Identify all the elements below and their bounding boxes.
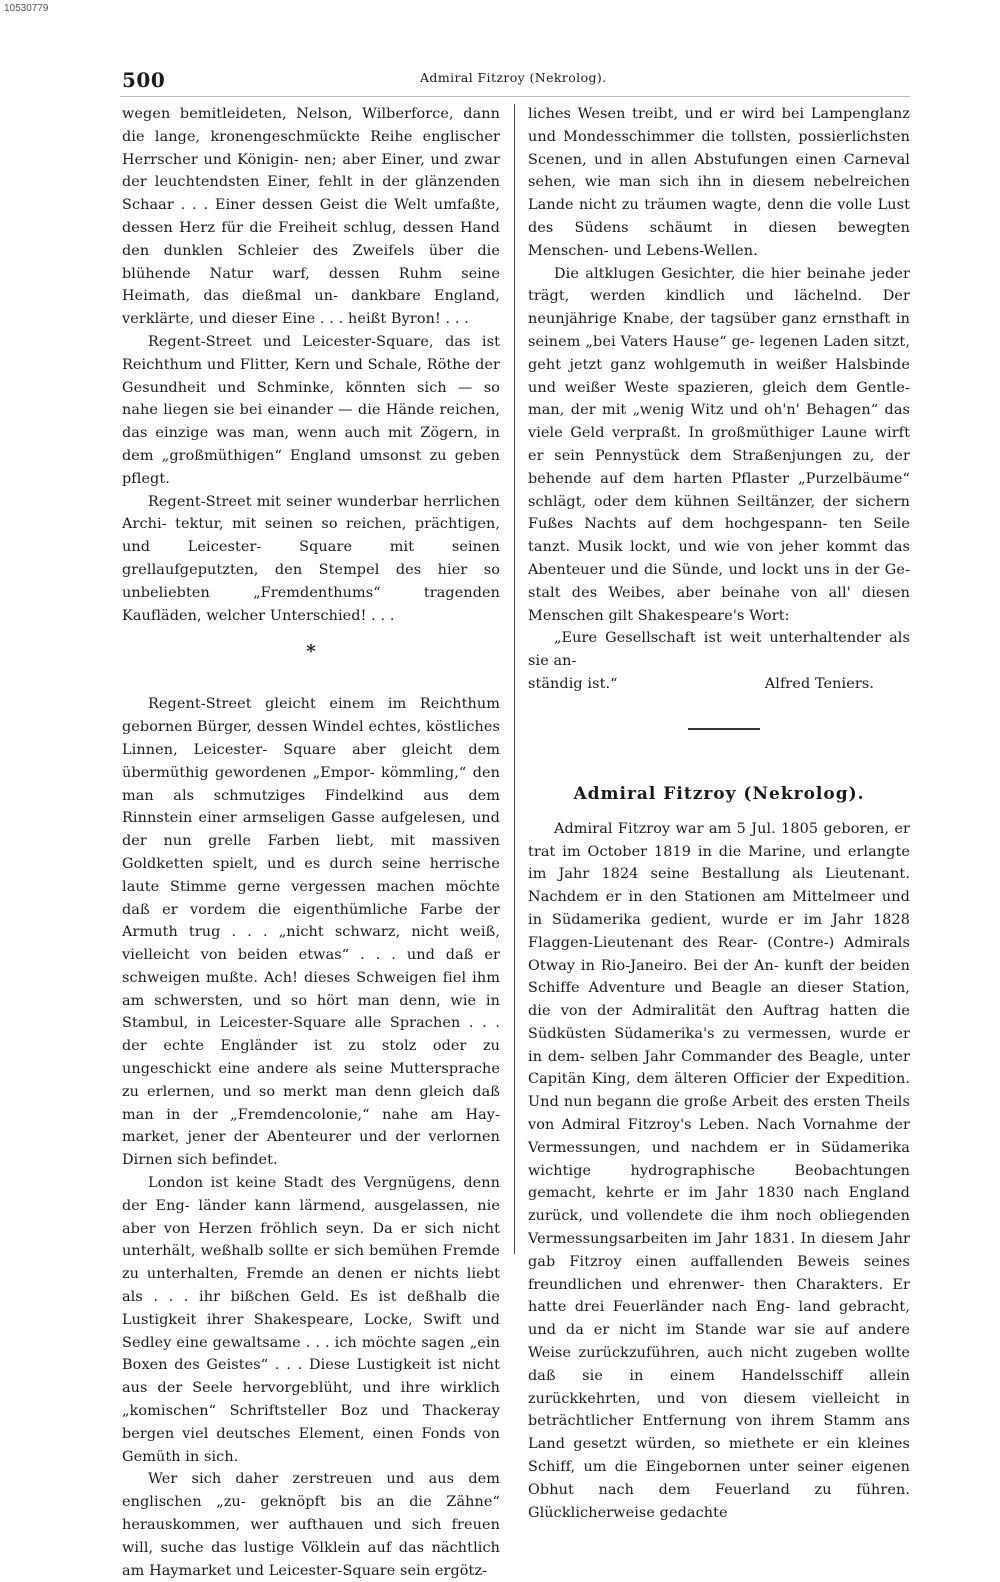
article-title: Admiral Fitzroy (Nekrolog). (573, 783, 865, 804)
left-column (122, 103, 500, 1582)
right-paragraph-2: Die altklugen Gesichter, die hier beinahe jeder trägt, werden kindlich und lächelnd. Der neunjährige Knabe, der tagsüber ganz ernsthaft in seinem „bei Vaters Hause“ ge‐ legenen Laden sitzt, geht jetzt ganz wohlgemuth in weißer Halsbinde und weißer Weste spazieren, gleich dem Gentle‐ man, der mit „wenig Witz und oh'n' Behagen“ das viele Geld verpraßt. In großmüthiger Laune wirft er sein Pennystück dem Straßenjungen zu, der behende auf dem harten Pflaster „Purzelbäume“ schlägt, oder dem kühnen Seiltänzer, der sichern Fußes Nachts auf dem hochgespann‐ ten Seile tanzt. Musik lockt, und wie von jeher kommt das Abenteuer und die Sünde, und lockt uns in der Ge‐ stalt des Weibes, aber beinahe von all' diesen Menschen gilt Shakespeare's Wort: (528, 265, 910, 624)
left-paragraph-6: Wer sich daher zerstreuen und aus dem englischen „zu‐ geknöpft bis an die Zähne“ herauskommen, wer aufthauen und sich freuen will, suche das lustige Völklein auf das nächtlich am Haymarket und Leicester‐Square sein ergötz‐ (122, 1471, 500, 1579)
article-end-divider (528, 696, 910, 762)
left-paragraph-1: wegen bemitleideten, Nelson, Wilberforce, dann die lange, kronengeschmückte Reihe englischer Herrscher und Königin‐ nen; aber Einer, und zwar der leuchtendsten Einer, fehlt in der glänzenden Schaar . . . Einer dessen Geist die Welt umfaßte, dessen Herz für die Freiheit schlug, dessen Hand den dunklen Schleier des Zweifels über die blühende Natur warf, dessen Ruhm seine Heimath, das dießmal un‐ dankbare England, verklärte, und dieser Eine . . . heißt Byron! . . . (122, 106, 500, 328)
right-column (528, 103, 910, 1524)
author-signature: Alfred Teniers. (764, 675, 874, 692)
section-separator-star: * (306, 641, 316, 663)
running-head: Admiral Fitzroy (Nekrolog). (420, 70, 607, 85)
quote-end: ständig ist.“ (528, 675, 618, 692)
quote-signature-row (528, 673, 910, 696)
left-paragraph-4: Regent‐Street gleicht einem im Reichthum gebornen Bürger, dessen Windel echtes, köstliches Linnen, Leicester‐ Square aber gleicht dem übermüthig gewordenen „Empor‐ kömmling,“ den man als schmutziges Findelkind aus dem Rinnstein einer armseligen Gasse aufgelesen, und der nun grelle Farben liebt, mit massiven Goldketten spielt, und es durch seine herrische laute Stimme gerne vergessen machen möchte daß er vordem die eigenthümliche Farbe der Armuth trug . . . „nicht schwarz, nicht weiß, vielleicht von beiden etwas“ . . . und daß er schweigen mußte. Ach! dieses Schweigen fiel ihm am schwersten, und so hört man denn, wie in Stambul, in Leicester‐Square alle Sprachen . . . der echte Engländer ist zu stolz oder zu ungeschickt eine andere als seine Muttersprache zu erlernen, und so merkt man denn gleich daß man in der „Fremdencolonie,“ nahe am Hay‐ market, jener der Abenteurer und der verlornen Dirnen sich befindet. (122, 696, 500, 1169)
section-break (122, 671, 500, 693)
right-paragraph-3: Admiral Fitzroy war am 5 Jul. 1805 geboren, er trat im October 1819 in die Marine, und erlangte im Jahr 1824 seine Bestallung als Lieutenant. Nachdem er in den Stationen am Mittelmeer und in Südamerika gedient, wurde er im Jahr 1828 Flaggen‐Lieutenant des Rear‐ (Contre‐) Admirals Otway in Rio‐Janeiro. Bei der An‐ kunft der beiden Schiffe Adventure und Beagle an dieser Station, die von der Admiralität den Auftrag hatten die Südküsten Südamerika's zu vermessen, wurde er in dem‐ selben Jahr Commander des Beagle, unter Capitän King, dem älteren Officier der Expedition. Und nun begann die große Arbeit des ersten Theils von Admiral Fitzroy's Leben. Nach Vornahme der Vermessungen, und nachdem er in Südamerika wichtige hydrographische Beobachtungen gemacht, kehrte er im Jahr 1830 nach England zurück, und vollendete die ihm noch obliegenden Vermessungsarbeiten im Jahr 1831. In diesem Jahr gab Fitzroy einen auffallenden Beweis seines freundlichen und ehrenwer‐ then Charakters. Er hatte drei Feuerländer nach Eng‐ land gebracht, und da er nicht im Stande war sie auf andere Weise zurückzuführen, auch nicht zugeben wollte daß sie in einem Handelsschiff allein zurückkehrten, und von diesem vielleicht in beträchtlicher Entfernung von ihrem Stamm ans Land gesetzt würden, so miethete er ein kleines Schiff, um die Eingebornen unter seiner eigenen Obhut nach dem Feuerland zu führen. Glücklicherweise gedachte (528, 820, 910, 1521)
right-paragraph-1: liches Wesen treibt, und er wird bei Lampenglanz und Mondesschimmer die tollsten, possierlichsten Scenen, und in allen Abstufungen einen Carneval sehen, wie man sich ihn in diesem nebelreichen Lande nicht zu träumen wagte, denn die volle Lust des Südens schäumt in diesen bewegten Menschen‐ und Lebens‐Wellen. (528, 106, 910, 259)
left-paragraph-5: London ist keine Stadt des Vergnügens, denn der Eng‐ länder kann lärmend, ausgelassen, nie aber von Herzen fröhlich seyn. Da er sich nicht unterhält, weßhalb sollte er sich bemühen Fremde zu unterhalten, Fremde an denen er nichts liebt als . . . ihr bißchen Geld. Es ist deßhalb die Lustigkeit ihrer Shakespeare, Locke, Swift und Sedley eine gewaltsame . . . ich möchte sagen „ein Boxen des Geistes“ . . . Diese Lustigkeit ist nicht aus der Seele hervorgeblüht, und ihre wirklich „komischen“ Schriftsteller Boz und Thackeray bergen viel deutsches Element, einen Fonds von Gemüth in sich. (122, 1175, 500, 1465)
header-rule (120, 96, 910, 97)
article-end-rule (688, 728, 760, 730)
page-number: 500 (122, 68, 166, 92)
left-paragraph-2: Regent‐Street und Leicester‐Square, das ist Reichthum und Flitter, Kern und Schale, Röthe der Gesundheit und Schminke, könnten sich — so nahe liegen sie bei einander — die Hände reichen, das einzige was man, wenn auch mit Zögern, in dem „großmüthigen“ England umsonst zu geben pflegt. (122, 333, 500, 487)
shakespeare-quote: „Eure Gesellschaft ist weit unterhaltender als sie an‐ (528, 630, 910, 670)
column-divider (514, 104, 515, 1254)
page-id-label: 10530779 (4, 3, 49, 14)
left-paragraph-3: Regent‐Street mit seiner wunderbar herrlichen Archi‐ tektur, mit seinen so reichen, prächtigen, und Leicester‐ Square mit seinen grellaufgeputzten, den Stempel des hier so unbeliebten „Fremdenthums“ tragenden Kaufläden, welcher Unterschied! . . . (122, 493, 500, 624)
